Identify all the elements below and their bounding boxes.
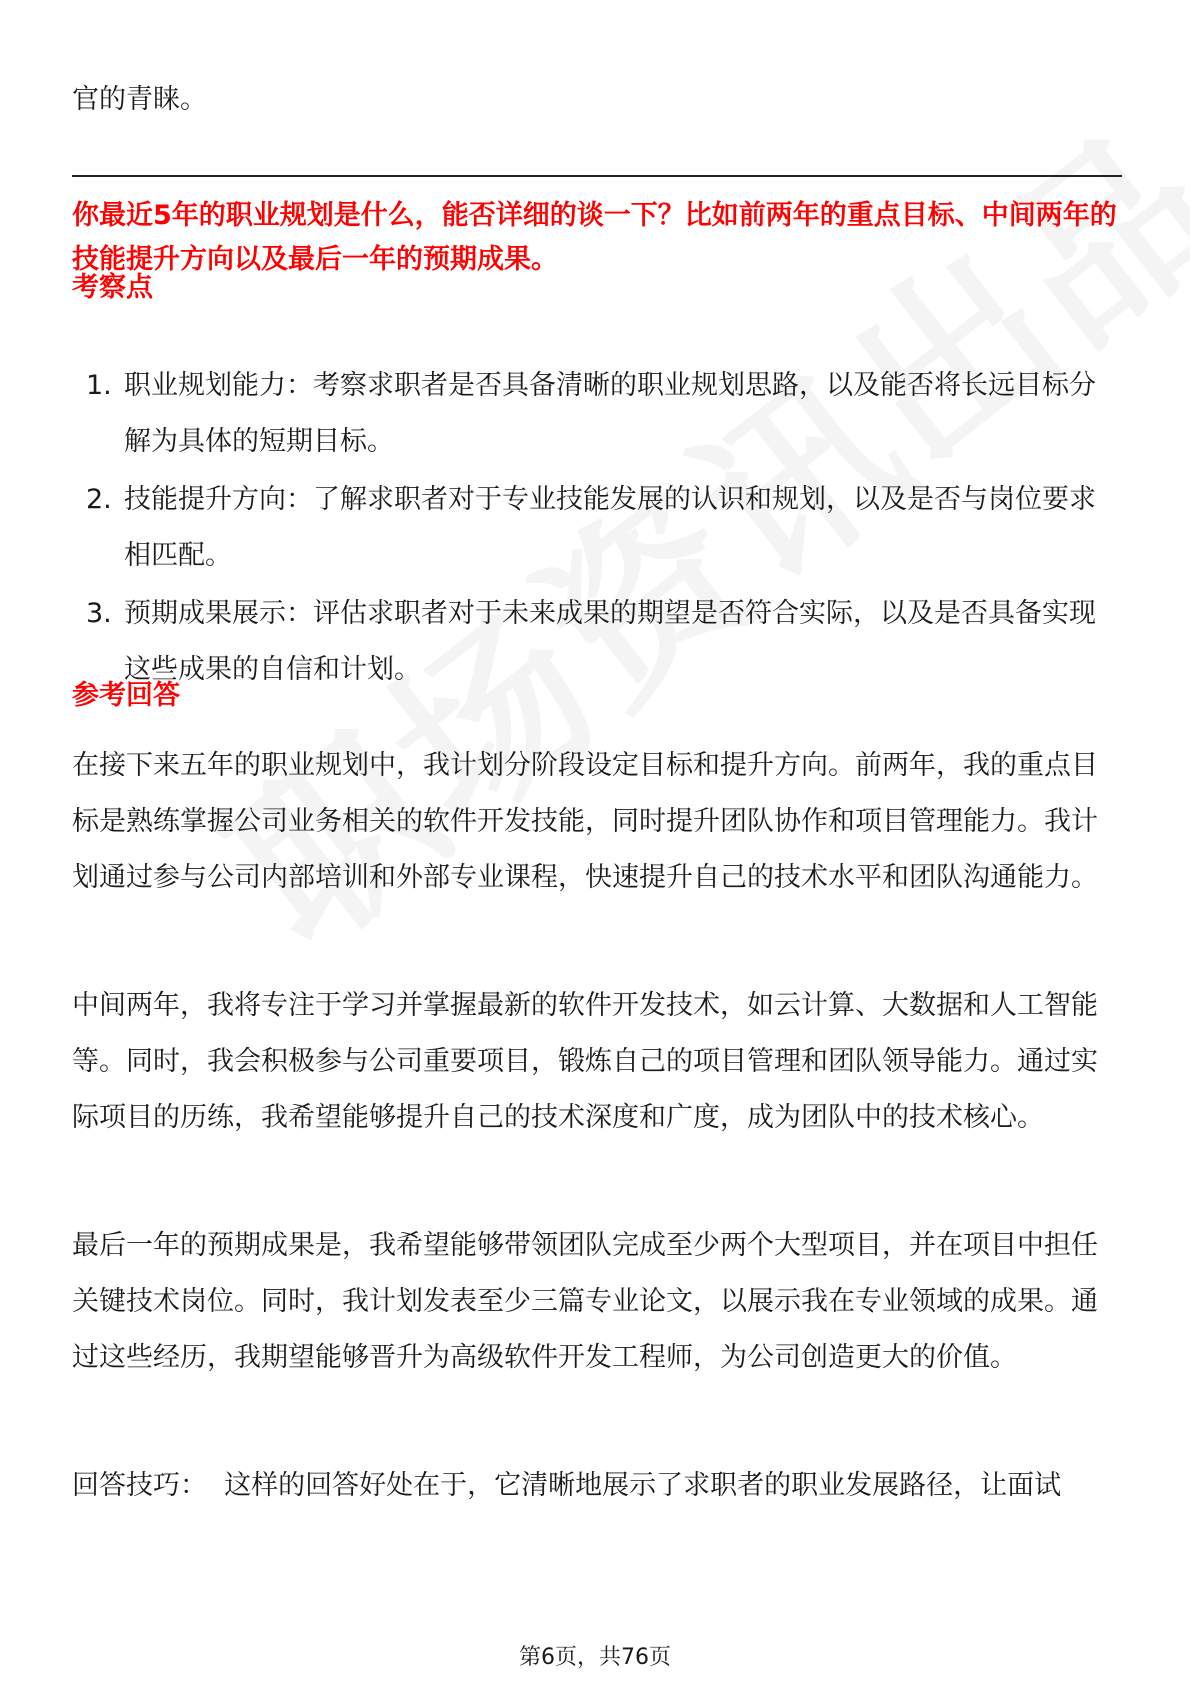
answer-tips: 回答技巧： 这样的回答好处在于，它清晰地展示了求职者的职业发展路径，让面试 [72, 1470, 1062, 1501]
exam-point-text: 职业规划能力：考察求职者是否具备清晰的职业规划思路，以及能否将长远目标分解为具体的短期目标。 [124, 370, 1096, 457]
exam-point-text: 预期成果展示：评估求职者对于未来成果的期望是否符合实际，以及是否具备实现这些成果的自信和计划。 [124, 598, 1096, 685]
exam-points-heading: 考察点 [72, 272, 153, 303]
page-footer [0, 1640, 1190, 1671]
exam-point-number: 2. [86, 484, 112, 515]
exam-point-number: 1. [86, 370, 112, 401]
answer-paragraph: 在接下来五年的职业规划中，我计划分阶段设定目标和提升方向。前两年，我的重点目标是熟练掌握公司业务相关的软件开发技能，同时提升团队协作和项目管理能力。我计划通过参与公司内部培训和外部专业课程，快速提升自己的技术水平和团队沟通能力。 [72, 750, 1098, 893]
section-divider [72, 175, 1122, 177]
answer-paragraph: 最后一年的预期成果是，我希望能够带领团队完成至少两个大型项目，并在项目中担任关键技术岗位。同时，我计划发表至少三篇专业论文，以展示我在专业领域的成果。通过这些经历，我期望能够晋升为高级软件开发工程师，为公司创造更大的价值。 [72, 1230, 1098, 1373]
exam-point-item [72, 586, 1122, 698]
exam-point-number: 3. [86, 598, 112, 629]
answer-paragraph: 中间两年，我将专注于学习并掌握最新的软件开发技术，如云计算、大数据和人工智能等。同时，我会积极参与公司重要项目，锻炼自己的项目管理和团队领导能力。通过实际项目的历练，我希望能够提升自己的技术深度和广度，成为团队中的技术核心。 [72, 990, 1098, 1133]
exam-point-text: 技能提升方向：了解求职者对于专业技能发展的认识和规划，以及是否与岗位要求相匹配。 [124, 484, 1096, 571]
exam-points-list [72, 358, 1122, 700]
exam-point-item [72, 358, 1122, 470]
reference-answer-heading: 参考回答 [72, 680, 180, 711]
exam-point-item [72, 472, 1122, 584]
continuation-text: 官的青睐。 [72, 84, 207, 115]
page-number: 第6页，共76页 [519, 1645, 671, 1670]
interview-question: 你最近5年的职业规划是什么，能否详细的谈一下？比如前两年的重点目标、中间两年的技能提升方向以及最后一年的预期成果。 [72, 200, 1117, 275]
